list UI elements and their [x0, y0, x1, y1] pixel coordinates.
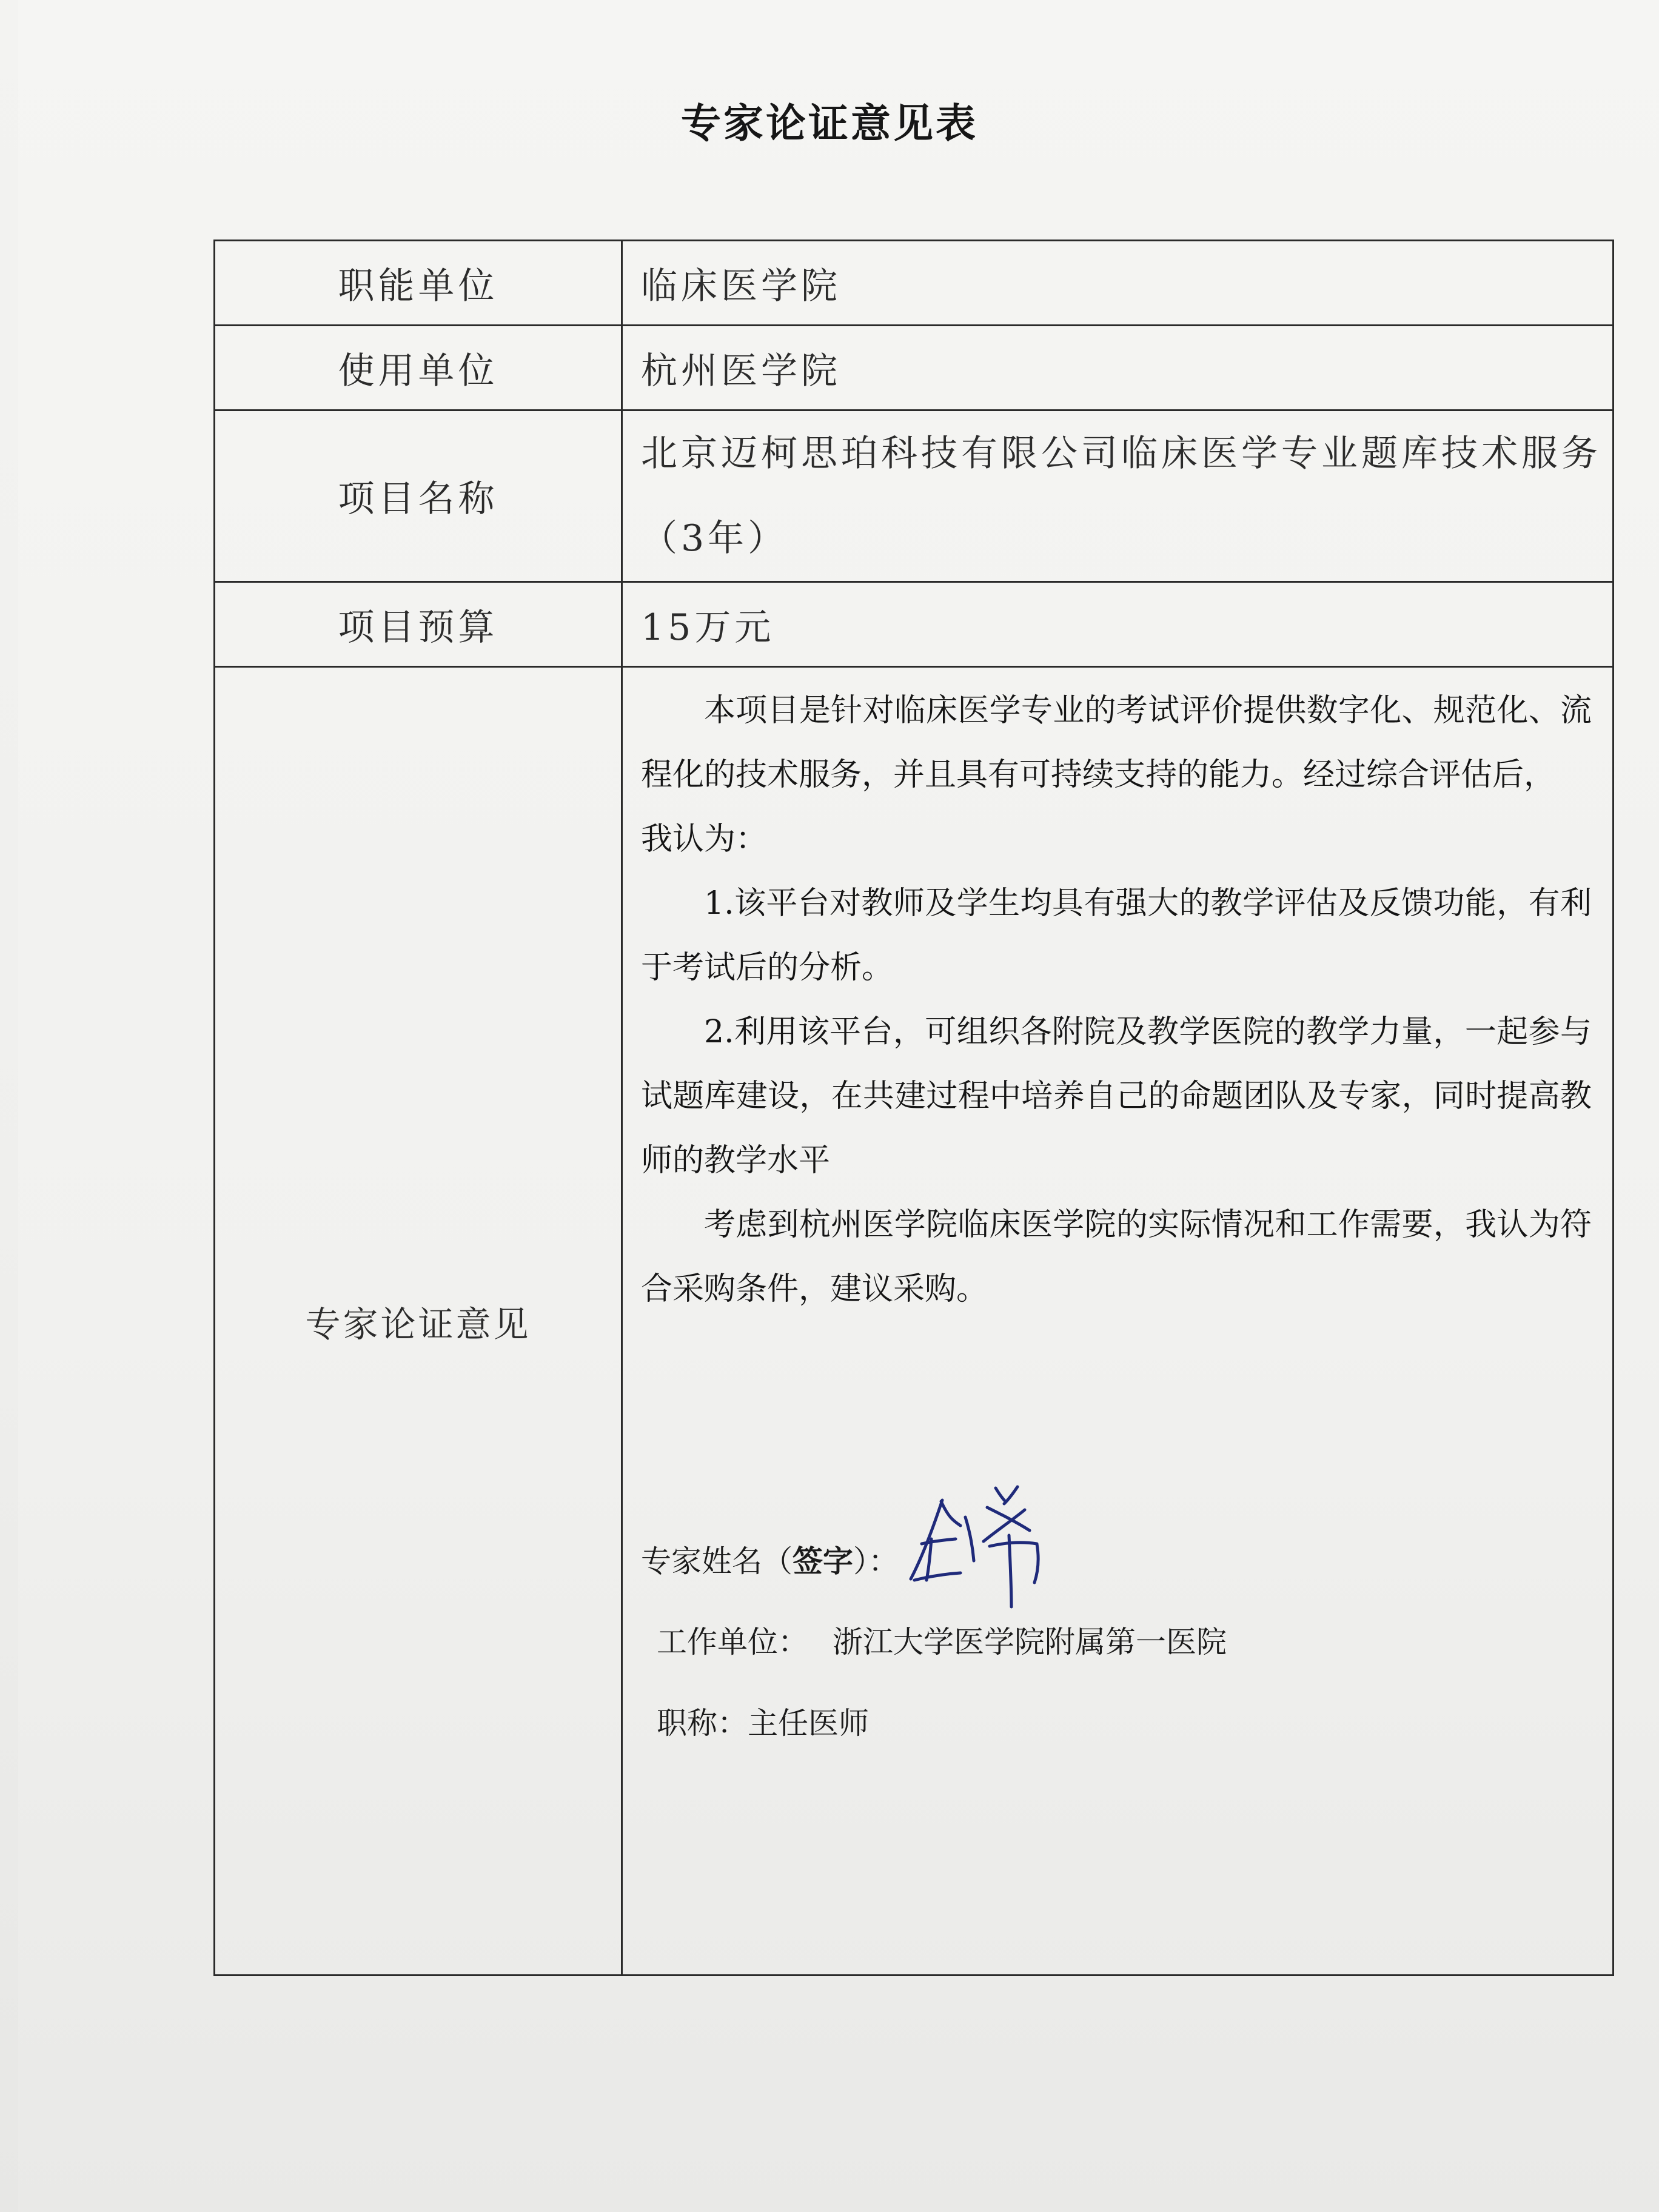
page-title: 专家论证意见表: [681, 99, 978, 147]
form-row-user-unit: [215, 326, 1614, 411]
expert-title-line: [641, 1683, 1227, 1764]
field-value: 杭州医学院: [622, 326, 1614, 411]
opinion-cell: [622, 667, 1614, 1976]
sign-label: 签字: [793, 1543, 853, 1579]
handwritten-signature: [905, 1483, 1062, 1610]
form-row-project-budget: [215, 582, 1614, 667]
opinion-text: [641, 679, 1592, 1321]
field-label: 专家论证意见: [215, 667, 622, 1976]
form-row-expert-opinion: [215, 667, 1614, 1976]
form-row-functional-unit: [215, 241, 1614, 326]
expert-unit-label: 工作单位：: [657, 1624, 808, 1660]
expert-unit-value: 浙江大学医学院附属第一医院: [833, 1624, 1227, 1660]
opinion-point: 2.利用该平台，可组织各附院及教学医院的教学力量，一起参与试题库建设，在共建过程中培养自己的命题团队及专家，同时提高教师的教学水平: [641, 1014, 1592, 1179]
field-value: 北京迈柯思珀科技有限公司临床医学专业题库技术服务（3年）: [622, 411, 1614, 582]
opinion-lead: 我认为：: [641, 821, 768, 857]
field-label: 项目名称: [215, 411, 622, 582]
expert-unit-line: [641, 1601, 1227, 1683]
expert-sign-block: [641, 1517, 1227, 1764]
expert-title-label: 职称：: [657, 1706, 748, 1741]
field-value: 临床医学院: [622, 241, 1614, 326]
form-row-project-name: [215, 411, 1614, 582]
expert-name-label: 专家姓名: [641, 1544, 762, 1579]
expert-opinion-form: [213, 240, 1614, 1976]
expert-title-value: 主任医师: [748, 1706, 869, 1741]
field-value: 15万元: [622, 582, 1614, 667]
opinion-intro: 本项目是针对临床医学专业的考试评价提供数字化、规范化、流程化的技术服务，并且具有可持续支持的能力。经过综合评估后，: [641, 692, 1592, 793]
opinion-point: 1.该平台对教师及学生均具有强大的教学评估及反馈功能，有利于考试后的分析。: [641, 885, 1592, 986]
opinion-conclusion: 考虑到杭州医学院临床医学院的实际情况和工作需要，我认为符合采购条件，建议采购。: [641, 1207, 1592, 1307]
expert-name-line: 专家姓名 （ 签字 ）：: [641, 1517, 1227, 1601]
field-label: 项目预算: [215, 582, 622, 667]
field-label: 使用单位: [215, 326, 622, 411]
field-label: 职能单位: [215, 241, 622, 326]
